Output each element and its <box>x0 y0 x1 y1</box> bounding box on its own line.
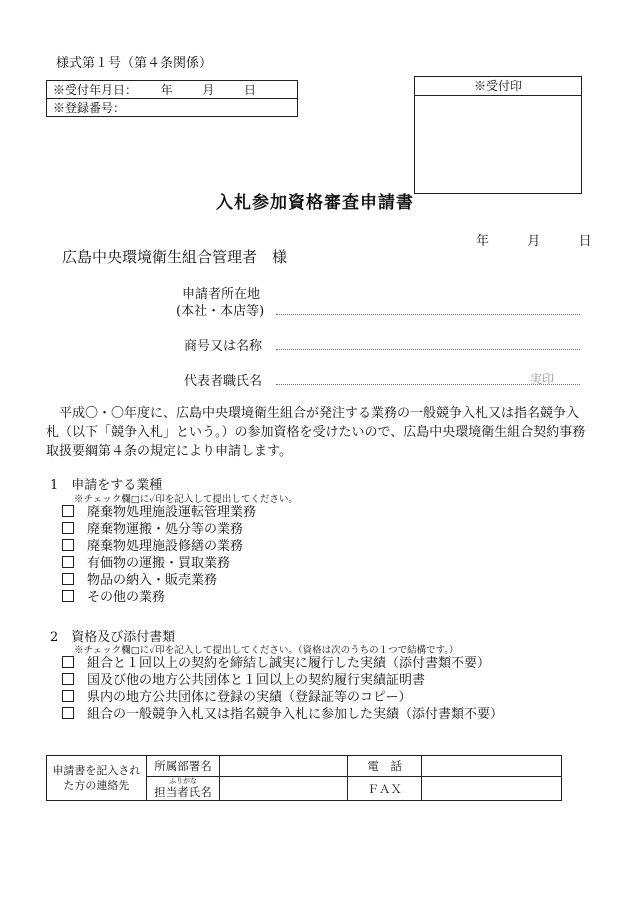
representative-label: 代表者職氏名 <box>184 374 263 389</box>
fax-field[interactable] <box>421 777 561 801</box>
date-day: 日 <box>578 234 592 249</box>
reception-month: 月 <box>202 83 215 97</box>
checkbox[interactable] <box>62 573 74 585</box>
checklist-item-label: 国及び他の地方公共団体と１回以上の契約履行実績証明書 <box>87 673 426 688</box>
checklist-item <box>62 572 256 589</box>
checkbox[interactable] <box>62 539 74 551</box>
date-year: 年 <box>476 234 490 249</box>
checkbox[interactable] <box>62 522 74 534</box>
checklist-item <box>62 589 256 606</box>
document-title: 入札参加資格審査申請書 <box>216 193 414 213</box>
addressee: 広島中央環境衛生組合管理者 様 <box>62 248 288 266</box>
registration-number-cell[interactable] <box>47 99 298 117</box>
checklist-item-label: 県内の地方公共団体に登録の実績（登録証等のコピー） <box>87 690 412 705</box>
checkbox[interactable] <box>62 690 74 702</box>
form-number: 様式第１号（第４条関係） <box>56 56 213 71</box>
checklist-item-label: 廃棄物処理施設運転管理業務 <box>87 505 257 520</box>
checkbox[interactable] <box>62 505 74 517</box>
furigana-label: ふりがな <box>169 777 198 785</box>
checkbox[interactable] <box>62 656 74 668</box>
checklist-item-label: 廃棄物処理施設修繕の業務 <box>87 539 244 554</box>
seal-label: 実印 <box>530 372 555 386</box>
checklist-item <box>62 521 256 538</box>
checklist-item-label: 物品の納入・販売業務 <box>87 573 218 588</box>
checklist-item <box>62 538 256 555</box>
checkbox[interactable] <box>62 556 74 568</box>
section1-checklist <box>62 504 256 606</box>
address-label: 申請者所在地 <box>182 287 261 302</box>
checklist-item-label: 廃棄物運搬・処分等の業務 <box>87 522 244 537</box>
reception-stamp-box[interactable] <box>414 76 582 194</box>
checklist-item-label: 組合の一般競争入札又は指名競争入札に参加した実績（添付書類不要） <box>87 707 504 722</box>
fax-label: ＦＡＸ <box>348 777 422 801</box>
application-date[interactable] <box>476 230 592 249</box>
checklist-item <box>62 555 256 572</box>
reception-year: 年 <box>160 83 173 97</box>
section2-checklist <box>62 655 503 723</box>
checklist-item-label: その他の業務 <box>87 590 166 605</box>
reception-date-label: ※受付年月日： <box>53 83 138 97</box>
address-sub-label: (本社・本店等) <box>176 304 265 319</box>
section2-note: ※チェック欄□に✓印を記入して提出してください。（資格は次のうちの１つで結構です。） <box>74 645 459 656</box>
person-label-cell <box>146 777 220 801</box>
company-name-field[interactable] <box>276 349 580 350</box>
checkbox[interactable] <box>62 707 74 719</box>
person-field[interactable] <box>220 777 348 801</box>
section1-note: ※チェック欄□に✓印を記入して提出してください。 <box>74 494 298 505</box>
tel-field[interactable] <box>421 756 561 777</box>
contact-header: 申請書を記入された方の連絡先 <box>47 756 147 801</box>
dept-label: 所属部署名 <box>146 756 220 777</box>
checklist-item <box>62 689 503 706</box>
reception-day: 日 <box>244 83 257 97</box>
application-statement: 平成〇・〇年度に、広島中央環境衛生組合が発注する業務の一般競争入札又は指名競争入札（以下「競争入札」という。）の参加資格を受けたいので、広島中央環境衛生組合契約事務取扱要綱第４条の規定により申請します。 <box>46 406 586 459</box>
registration-number-label: ※登録番号： <box>53 101 126 115</box>
checklist-item <box>62 672 503 689</box>
date-month: 月 <box>527 234 541 249</box>
checklist-item <box>62 504 256 521</box>
tel-label: 電 話 <box>348 756 422 777</box>
checklist-item <box>62 655 503 672</box>
checkbox[interactable] <box>62 590 74 602</box>
section1-title: 1 申請をする業種 <box>50 478 163 493</box>
address-field[interactable] <box>276 314 580 315</box>
section2-title: 2 資格及び添付書類 <box>50 630 176 645</box>
checkbox[interactable] <box>62 673 74 685</box>
checklist-item-label: 有価物の運搬・買取業務 <box>87 556 231 571</box>
contact-table <box>46 755 562 801</box>
company-name-label: 商号又は名称 <box>184 339 263 354</box>
person-label: 担当者氏名 <box>154 785 212 799</box>
checklist-item <box>62 706 503 723</box>
reception-stamp-label: ※受付印 <box>415 77 581 96</box>
reception-date-cell[interactable] <box>47 81 298 99</box>
reception-table <box>46 80 298 117</box>
dept-field[interactable] <box>220 756 348 777</box>
checklist-item-label: 組合と１回以上の契約を締結し誠実に履行した実績（添付書類不要） <box>87 656 491 671</box>
